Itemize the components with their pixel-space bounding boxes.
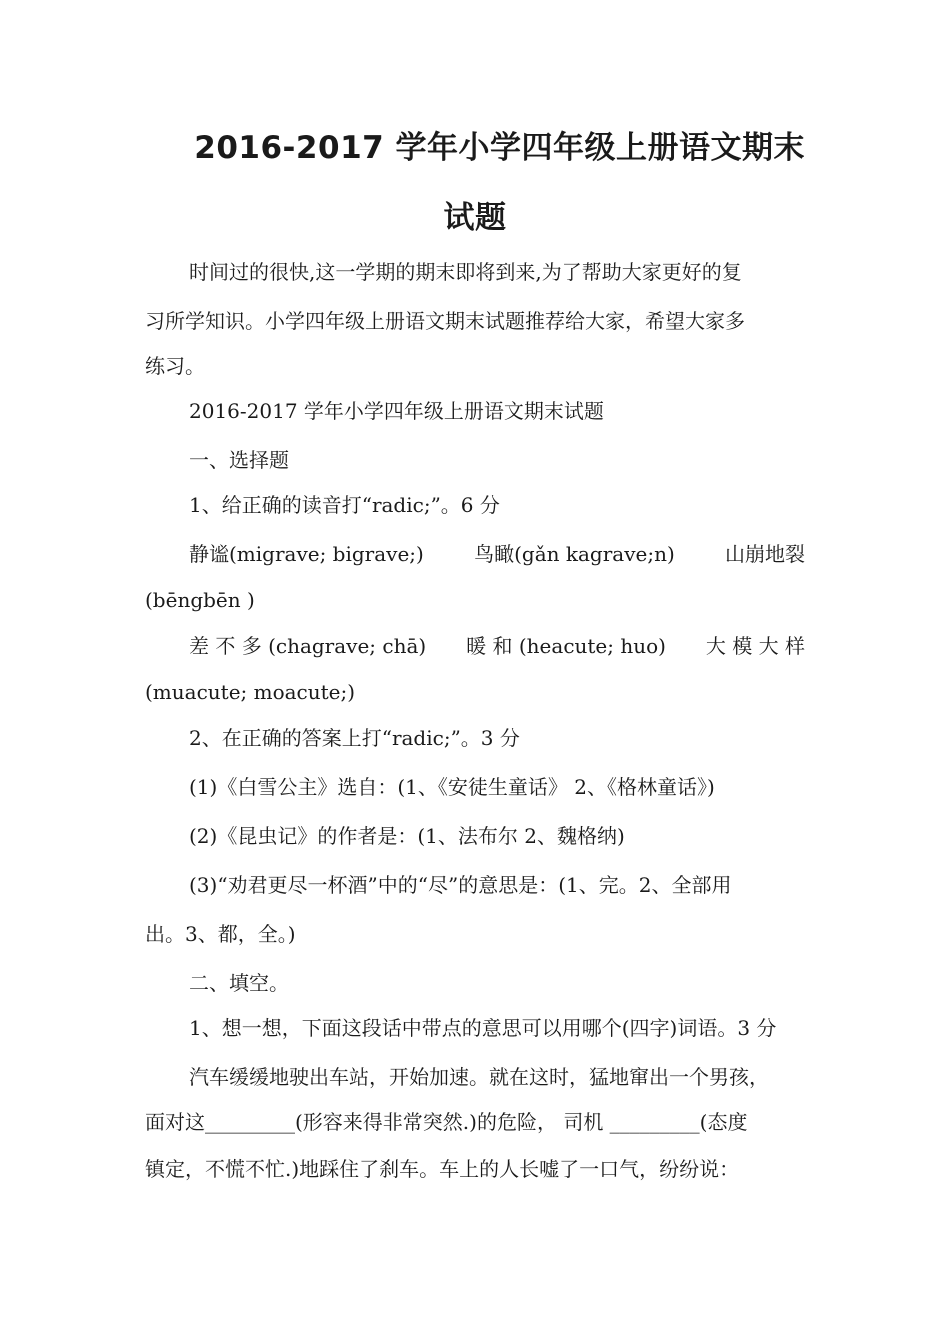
pinyin-row-1 <box>145 540 805 568</box>
intro-line2: 习所学知识。小学四年级上册语文期末试题推荐给大家，希望大家多 <box>145 309 745 333</box>
pinyin-row-1-continued: (bēngbēn ) <box>145 588 255 612</box>
pinyin-item: 鸟瞰(gǎn kagrave;n) <box>474 542 675 566</box>
pinyin-row-2 <box>145 632 805 660</box>
section1-heading: 一、选择题 <box>189 448 289 472</box>
pinyin-item: 山崩地裂 <box>725 542 805 566</box>
question-1-2: 2、在正确的答案上打“radic;”。3 分 <box>189 726 520 750</box>
intro-line3: 练习。 <box>145 354 205 378</box>
question-1-2-item3-line2: 出。3、都，全。) <box>145 922 296 946</box>
pinyin-row-2-continued: (muacute; moacute;) <box>145 680 356 704</box>
intro-line1: 时间过的很快,这一学期的期末即将到来,为了帮助大家更好的复 <box>189 260 742 284</box>
pinyin-item: 差 不 多 (chagrave; chā) <box>189 634 427 658</box>
question-1-2-item3-line1: (3)“劝君更尽一杯酒”中的“尽”的意思是：(1、完。2、全部用 <box>189 873 732 897</box>
question-2-1: 1、想一想，下面这段话中带点的意思可以用哪个(四字)词语。3 分 <box>189 1016 777 1040</box>
pinyin-item: 静谧(migrave; bigrave;) <box>189 542 424 566</box>
question-1-1: 1、给正确的读音打“radic;”。6 分 <box>189 493 500 517</box>
paragraph-line1: 汽车缓缓地驶出车站，开始加速。就在这时，猛地窜出一个男孩， <box>189 1065 769 1089</box>
pinyin-item: 暖 和 (heacute; huo) <box>466 634 666 658</box>
document-title-line2: 试题 <box>443 200 507 236</box>
subtitle: 2016-2017 学年小学四年级上册语文期末试题 <box>189 399 604 423</box>
section2-heading: 二、填空。 <box>189 971 289 995</box>
question-1-2-item1: (1)《白雪公主》选自：(1、《安徒生童话》 2、《格林童话》) <box>189 775 715 799</box>
paragraph-line2: 面对这_________(形容来得非常突然.)的危险， 司机 _________(态度 <box>145 1110 748 1134</box>
question-1-2-item2: (2)《昆虫记》的作者是：(1、法布尔 2、魏格纳) <box>189 824 625 848</box>
paragraph-line3: 镇定，不慌不忙.)地踩住了刹车。车上的人长嘘了一口气，纷纷说： <box>145 1157 740 1181</box>
document-title-line1: 2016-2017 学年小学四年级上册语文期末 <box>194 130 805 166</box>
pinyin-item: 大 模 大 样 <box>705 634 805 658</box>
